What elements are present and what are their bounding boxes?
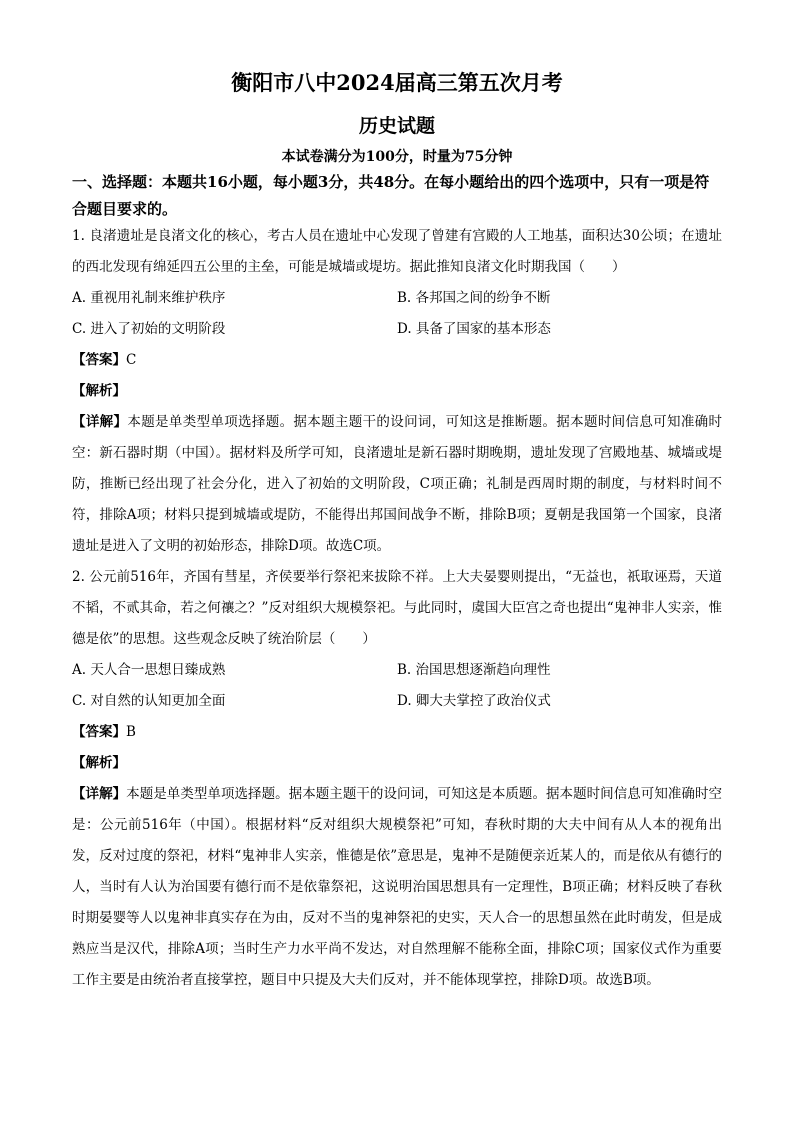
option-b: B. 各邦国之间的纷争不断 — [397, 290, 551, 306]
detail-paragraph — [72, 779, 722, 996]
analysis-line — [72, 748, 722, 779]
options-grid — [72, 283, 722, 345]
answer-line — [72, 717, 722, 748]
question-stem: 1. 良渚遗址是良渚文化的核心，考古人员在遗址中心发现了曾建有宫殿的人工地基，面积达30公顷；在遗址的西北发现有绵延四五公里的主垒，可能是城墙或堤坊。据此推知良渚文化时期我国（ ） — [72, 228, 722, 275]
option-a: A. 重视用礼制来维护秩序 — [72, 290, 226, 306]
question-block — [72, 221, 722, 562]
exam-subtitle: 历史试题 — [358, 115, 435, 137]
answer-line — [72, 345, 722, 376]
option-d: D. 具备了国家的基本形态 — [397, 321, 551, 337]
detail-label: 【详解】 — [72, 414, 128, 430]
option-b: B. 治国思想逐渐趋向理性 — [397, 662, 551, 678]
questions-container — [72, 221, 722, 996]
option-a: A. 天人合一思想日臻成熟 — [72, 662, 226, 678]
option-d: D. 卿大夫掌控了政治仪式 — [397, 693, 551, 709]
section-heading: 一、选择题：本题共16小题，每小题3分，共48分。在每小题给出的四个选项中，只有一项是符合题目要求的。 — [72, 173, 710, 218]
options-grid — [72, 655, 722, 717]
exam-meta: 本试卷满分为100分，时量为75分钟 — [281, 149, 513, 165]
answer-label: 【答案】 — [72, 352, 126, 368]
answer-label: 【答案】 — [72, 724, 126, 740]
option-c: C. 对自然的认知更加全面 — [72, 693, 226, 709]
detail-label: 【详解】 — [72, 786, 127, 802]
detail-text: 本题是单类型单项选择题。据本题主题干的设问词，可知这是本质题。据本题时间信息可知准确时空是：公元前516年（中国）。根据材料“反对组织大规模祭祀”可知，春秋时期的大夫中间有从人本的视角出发，反对过度的祭祀，材料“鬼神非人实亲，惟德是依”意思是，鬼神不是随便亲近某人的，而是依从有德行的人，当时有人认为治国要有德行而不是依靠祭祀，这说明治国思想具有一定理性，B项正确；材料反映了春秋时期晏婴等人以鬼神非真实存在为由，反对不当的鬼神祭祀的史实，天人合一的思想虽然在此时萌发，但是成熟应当是汉代，排除A项；当时生产力水平尚不发达，对自然理解不能称全面，排除C项；国家仪式作为重要工作主要是由统治者直接掌控，题目中只提及大夫们反对，并不能体现掌控，排除D项。故选B项。 — [72, 786, 723, 988]
analysis-line — [72, 376, 722, 407]
question-stem: 2. 公元前516年，齐国有彗星，齐侯要举行祭祀来拔除不祥。上大夫晏婴则提出，“无益也，祇取诬焉，天道不韬，不贰其命，若之何禳之？”反对组织大规模祭祀。与此同时，虞国大臣宫之奇也提出“鬼神非人实亲，惟德是依”的思想。这些观念反映了统治阶层（ ） — [72, 569, 722, 647]
answer-value: B — [126, 724, 136, 740]
analysis-label: 【解析】 — [72, 755, 126, 771]
detail-text: 本题是单类型单项选择题。据本题主题干的设问词，可知这是推断题。据本题时间信息可知准确时空：新石器时期（中国）。据材料及所学可知，良渚遗址是新石器时期晚期，遗址发现了宫殿地基、城墙或堤防，推断已经出现了社会分化，进入了初始的文明阶段，C项正确；礼制是西周时期的制度，与材料时间不符，排除A项；材料只提到城墙或堤防，不能得出邦国间战争不断，排除B项；夏朝是我国第一个国家，良渚遗址是进入了文明的初始形态，排除D项。故选C项。 — [72, 414, 723, 554]
exam-title: 衡阳市八中2024届高三第五次月考 — [231, 70, 563, 95]
detail-paragraph — [72, 407, 722, 562]
answer-value: C — [126, 352, 137, 368]
option-c: C. 进入了初始的文明阶段 — [72, 321, 226, 337]
analysis-label: 【解析】 — [72, 383, 126, 399]
question-block — [72, 562, 722, 996]
